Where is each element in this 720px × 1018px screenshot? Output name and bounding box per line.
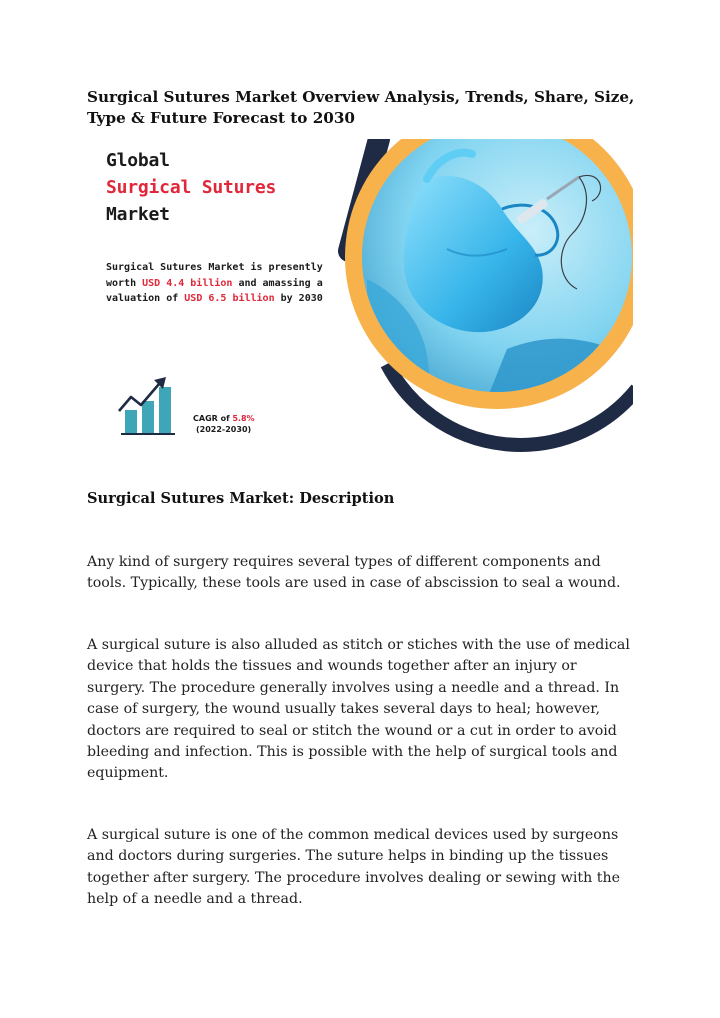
paragraph: A surgical suture is also alluded as stitch or stiches with the use of medical device that holds the tissues and wounds together after an injury or surgery. The procedure generally involves using a needle and a thread. In case of surgery, the wound usually takes several days to heal; however, doctors are required to seal or stitch the wound or a cut in order to avoid bleeding and infection. This is possible with the help of surgical tools and equipment. [87, 637, 630, 782]
cagr-value: 5.8% [232, 414, 255, 423]
current-value-highlight: USD 4.4 billion [142, 277, 233, 289]
banner-market-summary [106, 260, 351, 307]
section-heading-description: Surgical Sutures Market: Description [87, 490, 395, 507]
cagr-label [193, 413, 255, 435]
summary-text: Surgical Sutures Market is presently worth [106, 262, 323, 289]
paragraph: Any kind of surgery requires several types of different components and tools. Typically, these tools are used in case of abscission to seal a wound. [87, 554, 621, 592]
infographic-banner [87, 139, 633, 461]
banner-heading-line-global: Global [106, 150, 170, 171]
forecast-value-highlight: USD 6.5 billion [184, 293, 275, 304]
banner-heading-line-market: Market [106, 204, 170, 225]
cagr-text: CAGR of [193, 414, 233, 423]
summary-text: by 2030 [274, 293, 323, 304]
banner-heading-line-product: Surgical Sutures [106, 177, 277, 198]
document-title: Surgical Sutures Market Overview Analysis, Trends, Share, Size, Type & Future Forecast to 2030 [87, 88, 635, 127]
banner-heading [106, 147, 276, 228]
summary-text: and amassing a valuation of [106, 277, 323, 304]
growth-chart-icon [119, 377, 175, 434]
paragraph: A surgical suture is one of the common medical devices used by surgeons and doctors during surgeries. The suture helps in binding up the tissues together after surgery. The procedure involves dealing or sewing with the help of a needle and a thread. [87, 827, 621, 908]
cagr-period: (2022-2030) [196, 425, 252, 434]
